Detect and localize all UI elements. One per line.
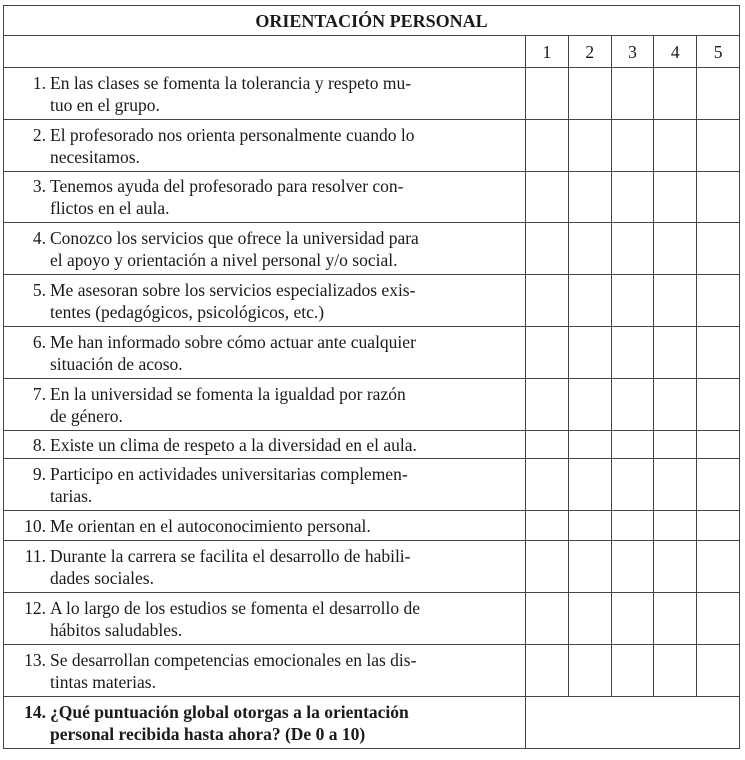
rating-cell-4[interactable]: [654, 68, 697, 120]
rating-cell-2[interactable]: [568, 593, 611, 645]
rating-cell-4[interactable]: [654, 459, 697, 511]
scale-label: 2: [568, 36, 611, 68]
rating-cell-4[interactable]: [654, 593, 697, 645]
rating-cell-4[interactable]: [654, 172, 697, 223]
rating-cell-5[interactable]: [697, 275, 740, 327]
rating-cell-3[interactable]: [611, 593, 654, 645]
rating-cell-4[interactable]: [654, 379, 697, 431]
rating-cell-1[interactable]: [526, 431, 569, 459]
rating-cell-2[interactable]: [568, 172, 611, 223]
table-row: [4, 511, 740, 541]
question-number: 6.: [32, 331, 46, 352]
question-number: 2.: [32, 124, 46, 145]
rating-cell-3[interactable]: [611, 541, 654, 593]
rating-cell-3[interactable]: [611, 68, 654, 120]
table-title: ORIENTACIÓN PERSONAL: [4, 6, 740, 36]
rating-cell-1[interactable]: [526, 275, 569, 327]
rating-cell-1[interactable]: [526, 645, 569, 697]
rating-cell-1[interactable]: [526, 68, 569, 120]
question-text: En las clases se fomenta la tolerancia y respeto mu- tuo en el grupo.: [50, 72, 412, 115]
rating-cell-3[interactable]: [611, 511, 654, 541]
question-number: 11.: [24, 545, 46, 566]
question-text: Participo en actividades universitarias complemen- tarias.: [50, 463, 408, 506]
table-row: [4, 593, 740, 645]
rating-cell-3[interactable]: [611, 275, 654, 327]
rating-cell-3[interactable]: [611, 327, 654, 379]
question-cell: [4, 511, 526, 541]
question-number: 3.: [32, 176, 46, 196]
rating-cell-5[interactable]: [697, 68, 740, 120]
rating-cell-1[interactable]: [526, 379, 569, 431]
rating-cell-2[interactable]: [568, 275, 611, 327]
rating-cell-5[interactable]: [697, 172, 740, 223]
rating-cell-3[interactable]: [611, 431, 654, 459]
question-number: 4.: [32, 227, 46, 248]
rating-cell-5[interactable]: [697, 593, 740, 645]
rating-cell-1[interactable]: [526, 459, 569, 511]
rating-cell-5[interactable]: [697, 431, 740, 459]
global-score-cell[interactable]: [526, 697, 740, 749]
scale-label: 4: [654, 36, 697, 68]
question-cell: [4, 593, 526, 645]
table-row: [4, 459, 740, 511]
question-number: 7.: [32, 383, 46, 404]
question-text: Conozco los servicios que ofrece la universidad para el apoyo y orientación a nivel personal y/o social.: [50, 227, 419, 270]
question-cell: [4, 379, 526, 431]
question-text: El profesorado nos orienta personalmente cuando lo necesitamos.: [50, 124, 415, 167]
rating-cell-2[interactable]: [568, 120, 611, 172]
rating-cell-1[interactable]: [526, 541, 569, 593]
survey-table: [3, 5, 740, 749]
question-text: Se desarrollan competencias emocionales en las dis- tintas materias.: [50, 649, 417, 692]
rating-cell-5[interactable]: [697, 379, 740, 431]
question-number: 14.: [24, 701, 46, 722]
question-text: Existe un clima de respeto a la diversidad en el aula.: [50, 434, 417, 455]
rating-cell-2[interactable]: [568, 68, 611, 120]
question-text: A lo largo de los estudios se fomenta el desarrollo de hábitos saludables.: [50, 597, 421, 640]
rating-cell-5[interactable]: [697, 327, 740, 379]
table-row: [4, 431, 740, 459]
rating-cell-5[interactable]: [697, 645, 740, 697]
question-number: 9.: [32, 463, 46, 484]
table-row: [4, 327, 740, 379]
rating-cell-1[interactable]: [526, 172, 569, 223]
question-cell: [4, 68, 526, 120]
rating-cell-3[interactable]: [611, 459, 654, 511]
rating-cell-2[interactable]: [568, 223, 611, 275]
rating-cell-1[interactable]: [526, 327, 569, 379]
rating-cell-1[interactable]: [526, 120, 569, 172]
rating-cell-2[interactable]: [568, 541, 611, 593]
rating-cell-3[interactable]: [611, 120, 654, 172]
rating-cell-2[interactable]: [568, 431, 611, 459]
table-row: [4, 120, 740, 172]
question-number: 13.: [24, 649, 46, 670]
rating-cell-2[interactable]: [568, 327, 611, 379]
rating-cell-1[interactable]: [526, 223, 569, 275]
rating-cell-3[interactable]: [611, 172, 654, 223]
rating-cell-5[interactable]: [697, 120, 740, 172]
rating-cell-4[interactable]: [654, 511, 697, 541]
rating-cell-4[interactable]: [654, 223, 697, 275]
question-text: ¿Qué puntuación global otorgas a la orientación personal recibida hasta ahora? (De 0 a 10): [50, 701, 409, 744]
table-row: [4, 172, 740, 223]
rating-cell-3[interactable]: [611, 223, 654, 275]
question-cell: [4, 172, 526, 223]
rating-cell-5[interactable]: [697, 511, 740, 541]
question-number: 1.: [32, 72, 46, 93]
rating-cell-4[interactable]: [654, 431, 697, 459]
question-text: Me orientan en el autoconocimiento personal.: [50, 515, 371, 536]
question-cell: [4, 541, 526, 593]
rating-cell-4[interactable]: [654, 541, 697, 593]
question-cell: [4, 327, 526, 379]
rating-cell-1[interactable]: [526, 593, 569, 645]
rating-cell-2[interactable]: [568, 511, 611, 541]
table-row: [4, 68, 740, 120]
rating-cell-5[interactable]: [697, 459, 740, 511]
question-text: Me asesoran sobre los servicios especializados exis- tentes (pedagógicos, psicológicos, etc.): [50, 279, 416, 322]
question-cell: [4, 645, 526, 697]
rating-cell-2[interactable]: [568, 379, 611, 431]
question-text: En la universidad se fomenta la igualdad por razón de género.: [50, 383, 406, 426]
table-row: [4, 645, 740, 697]
question-text: Durante la carrera se facilita el desarrollo de habili- dades sociales.: [50, 545, 411, 588]
rating-cell-2[interactable]: [568, 645, 611, 697]
table-row: [4, 275, 740, 327]
rating-cell-3[interactable]: [611, 645, 654, 697]
question-number: 5.: [32, 279, 46, 300]
scale-label: 5: [697, 36, 740, 68]
question-text: Tenemos ayuda del profesorado para resolver con- flictos en el aula.: [50, 176, 404, 218]
empty-header-cell: [4, 36, 526, 68]
final-question-row: [4, 697, 740, 749]
rating-cell-4[interactable]: [654, 645, 697, 697]
table-row: [4, 541, 740, 593]
rating-cell-4[interactable]: [654, 120, 697, 172]
rating-cell-2[interactable]: [568, 459, 611, 511]
scale-header-row: [4, 36, 740, 68]
table-row: [4, 379, 740, 431]
rating-cell-4[interactable]: [654, 275, 697, 327]
question-cell: [4, 697, 526, 749]
table-row: [4, 223, 740, 275]
rating-cell-4[interactable]: [654, 327, 697, 379]
question-cell: [4, 275, 526, 327]
question-cell: [4, 431, 526, 459]
question-cell: [4, 120, 526, 172]
rating-cell-1[interactable]: [526, 511, 569, 541]
question-text: Me han informado sobre cómo actuar ante cualquier situación de acoso.: [50, 331, 416, 374]
question-cell: [4, 223, 526, 275]
rating-cell-3[interactable]: [611, 379, 654, 431]
scale-label: 1: [526, 36, 569, 68]
question-number: 8.: [32, 434, 46, 455]
rating-cell-5[interactable]: [697, 541, 740, 593]
scale-label: 3: [611, 36, 654, 68]
question-cell: [4, 459, 526, 511]
rating-cell-5[interactable]: [697, 223, 740, 275]
question-number: 10.: [24, 515, 46, 536]
question-number: 12.: [24, 597, 46, 618]
